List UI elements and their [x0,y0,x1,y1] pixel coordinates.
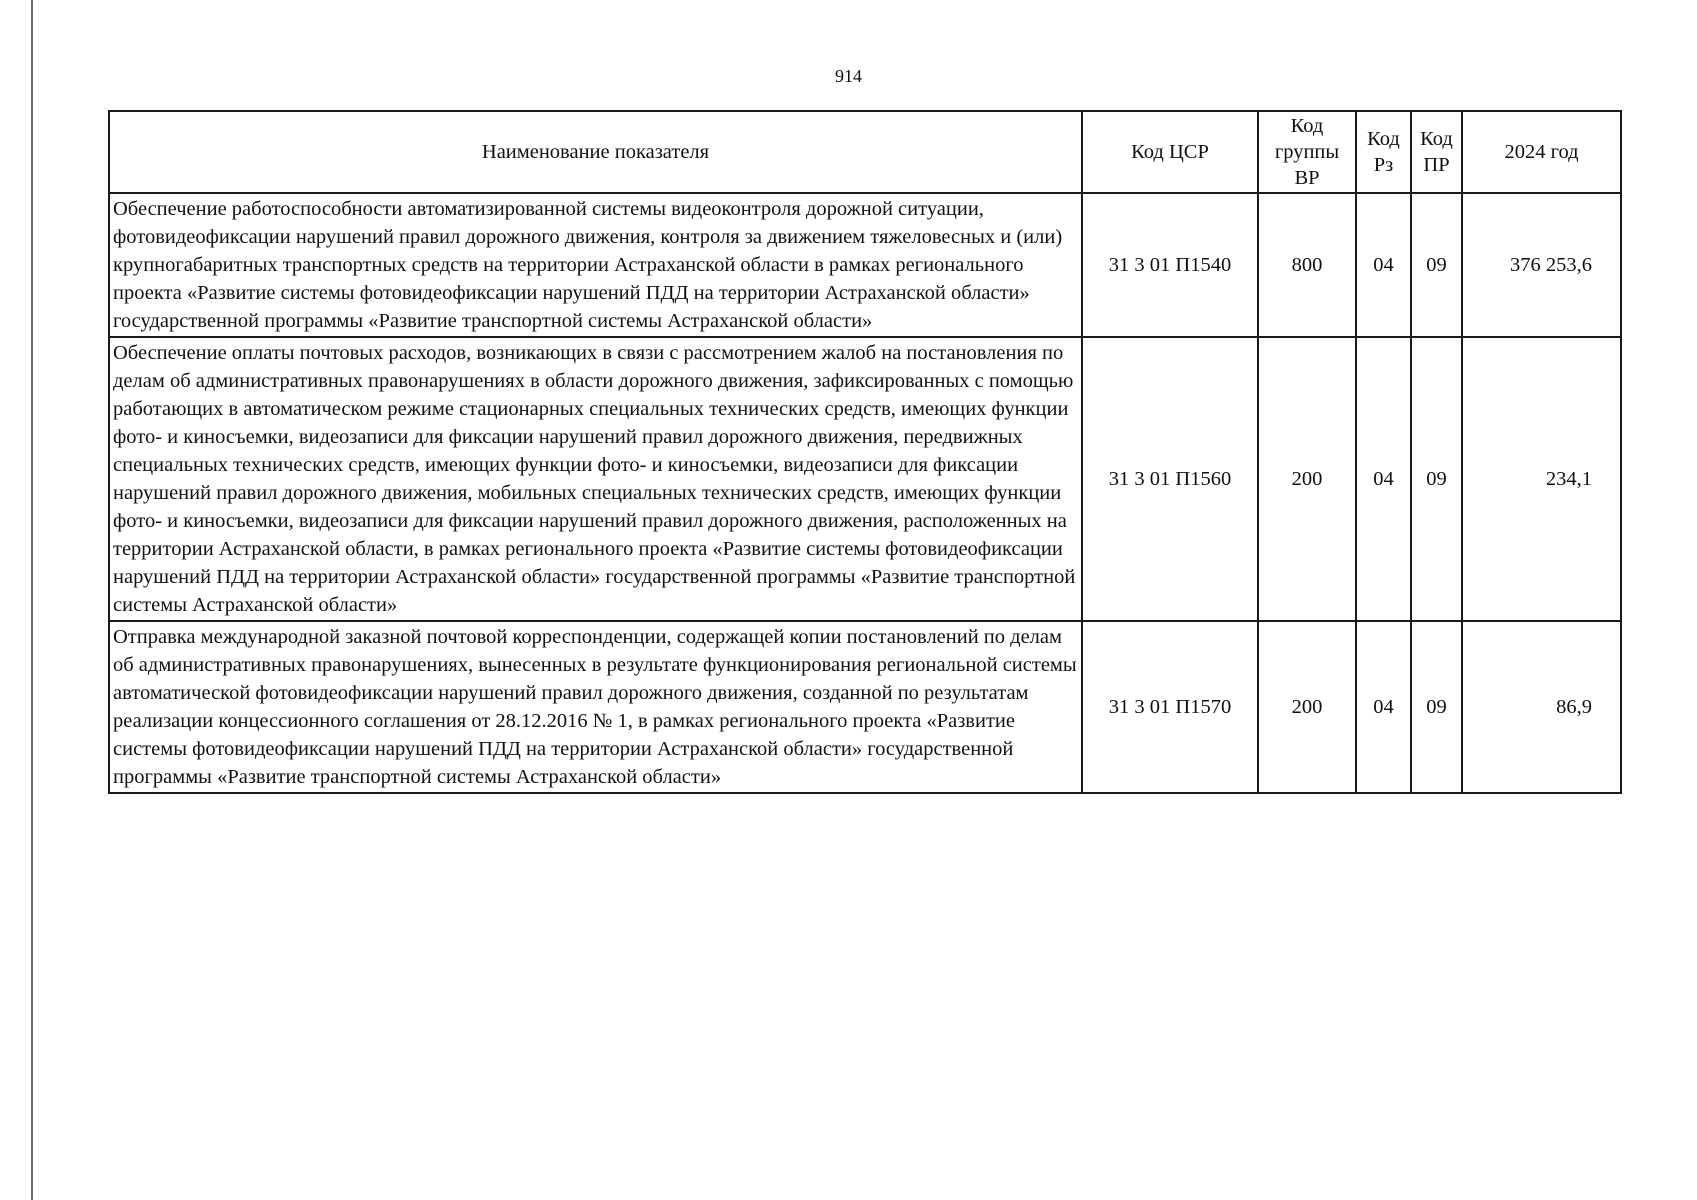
cell-vr-group-code: 800 [1258,193,1356,337]
cell-csr-code: 31 3 01 П1560 [1082,337,1258,621]
header-pr-code: Код ПР [1411,111,1462,193]
page-number: 914 [835,66,862,86]
cell-pr-code: 09 [1411,337,1462,621]
header-vr-group-code: Код группы ВР [1258,111,1356,193]
header-indicator-name: Наименование показателя [109,111,1082,193]
cell-amount-2024: 86,9 [1462,621,1621,793]
header-csr-code: Код ЦСР [1082,111,1258,193]
header-year-2024: 2024 год [1462,111,1621,193]
cell-amount-2024: 376 253,6 [1462,193,1621,337]
cell-vr-group-code: 200 [1258,337,1356,621]
cell-pr-code: 09 [1411,621,1462,793]
cell-csr-code: 31 3 01 П1540 [1082,193,1258,337]
table-row [109,621,1621,793]
header-rz-code: Код Рз [1356,111,1411,193]
budget-table [108,110,1622,794]
cell-csr-code: 31 3 01 П1570 [1082,621,1258,793]
cell-vr-group-code: 200 [1258,621,1356,793]
table-row [109,337,1621,621]
cell-rz-code: 04 [1356,621,1411,793]
cell-indicator-name: Обеспечение оплаты почтовых расходов, возникающих в связи с рассмотрением жалоб на постановления по делам об административных правонарушениях в области дорожного движения, зафиксированных с помощью работающих в автоматическом режиме стационарных специальных технических средств, имеющих функции фото- и киносъемки, видеозаписи для фиксации нарушений правил дорожного движения, передвижных специальных технических средств, имеющих функции фото- и киносъемки, видеозаписи для фиксации нарушений правил дорожного движения, мобильных специальных технических средств, имеющих функции фото- и киносъемки, видеозаписи для фиксации нарушений правил дорожного движения, расположенных на территории Астраханской области, в рамках регионального проекта «Развитие системы фотовидеофиксации нарушений ПДД на территории Астраханской области» государственной программы «Развитие транспортной системы Астраханской области» [109,337,1082,621]
cell-pr-code: 09 [1411,193,1462,337]
cell-amount-2024: 234,1 [1462,337,1621,621]
cell-rz-code: 04 [1356,193,1411,337]
scan-edge-line [31,0,33,1200]
cell-indicator-name: Обеспечение работоспособности автоматизированной системы видеоконтроля дорожной ситуации, фотовидеофиксации нарушений правил дорожного движения, контроля за движением тяжеловесных и (или) крупногабаритных транспортных средств на территории Астраханской области в рамках регионального проекта «Развитие системы фотовидеофиксации нарушений ПДД на территории Астраханской области» государственной программы «Развитие транспортной системы Астраханской области» [109,193,1082,337]
cell-rz-code: 04 [1356,337,1411,621]
table-header-row [109,111,1621,193]
cell-indicator-name: Отправка международной заказной почтовой корреспонденции, содержащей копии постановлений по делам об административных правонарушениях, вынесенных в результате функционирования региональной системы автоматической фотовидеофиксации нарушений правил дорожного движения, созданной по результатам реализации концессионного соглашения от 28.12.2016 № 1, в рамках регионального проекта «Развитие системы фотовидеофиксации нарушений ПДД на территории Астраханской области» государственной программы «Развитие транспортной системы Астраханской области» [109,621,1082,793]
table-row [109,193,1621,337]
